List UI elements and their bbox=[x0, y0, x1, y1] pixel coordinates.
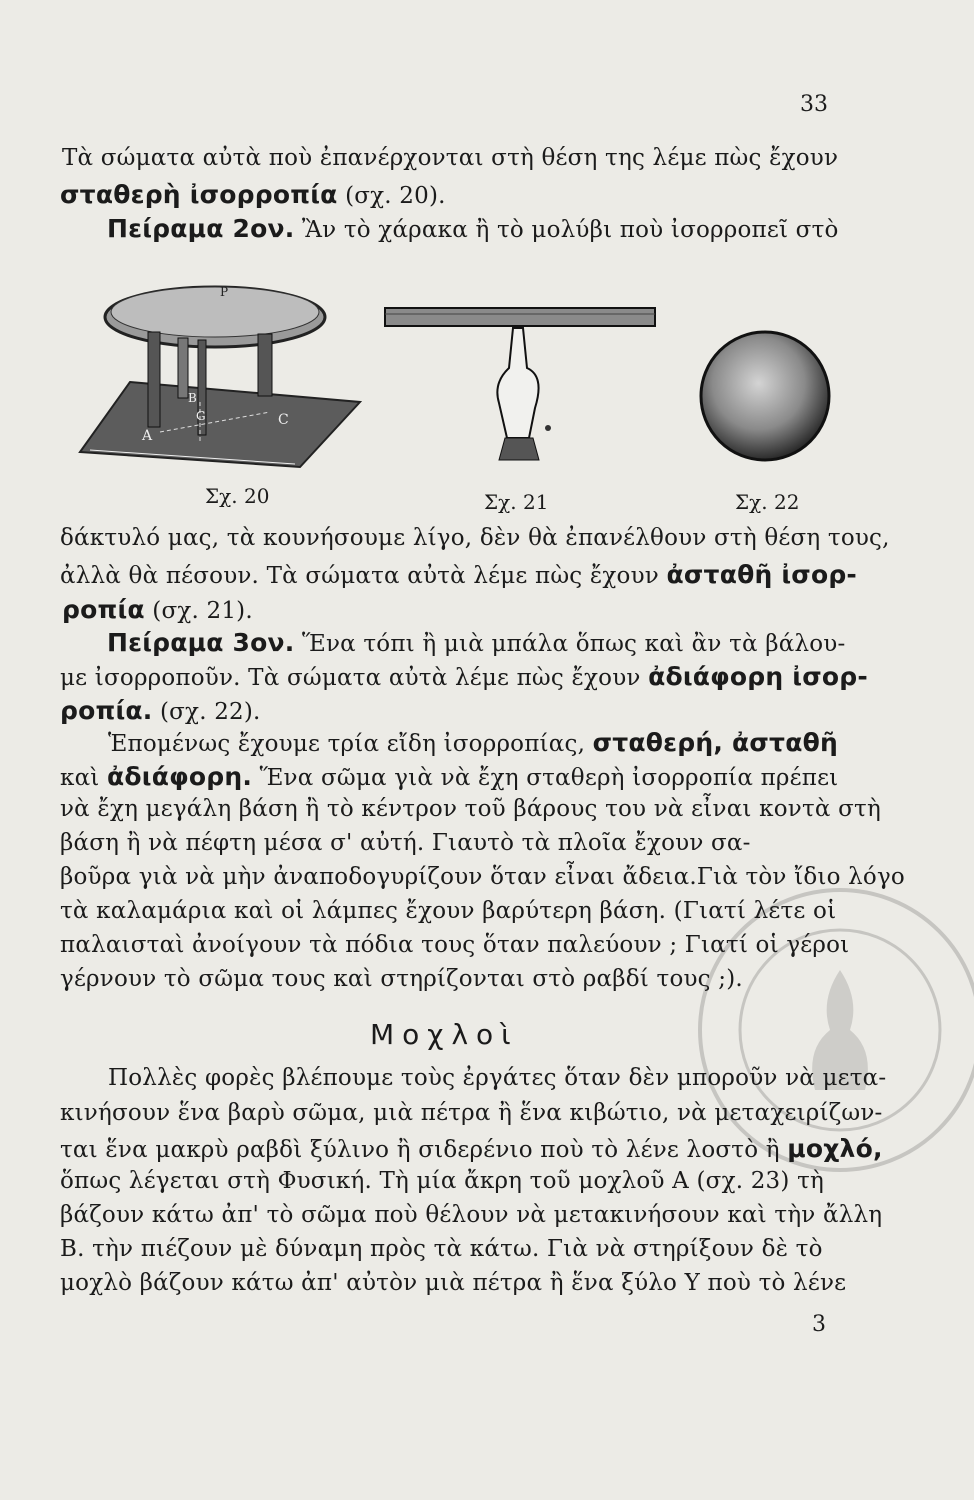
figure-20-caption: Σχ. 20 bbox=[205, 484, 270, 508]
para3-line5: βοῦρα γιὰ νὰ μὴν ἀναποδογυρίζουν ὅταν εἶναι ἄδεια.Γιὰ τὸν ἴδιο λόγο bbox=[60, 864, 905, 890]
para2-line1: δάκτυλό μας, τὰ κουνήσουμε λίγο, δὲν θὰ ἐπανέλθουν στὴ θέση τους, bbox=[60, 525, 890, 551]
para2-line3-rest: (σχ. 21). bbox=[152, 598, 253, 624]
page-number: 33 bbox=[800, 92, 828, 117]
para3-line3: νὰ ἔχη μεγάλη βάση ἢ τὸ κέντρον τοῦ βάρους του νὰ εἶναι κοντὰ στὴ bbox=[60, 796, 881, 822]
term-unstable-equilibrium: ἀσταθῆ ἰσορ- bbox=[666, 560, 858, 589]
fig20-label-b: B bbox=[188, 391, 197, 405]
para4-line7: μοχλὸ βάζουν κάτω ἀπ' αὐτὸν μιὰ πέτρα ἢ ἕνα ξύλο Υ ποὺ τὸ λένε bbox=[60, 1270, 847, 1296]
para3-line2-and: καὶ bbox=[60, 765, 100, 791]
fig20-label-a: A bbox=[142, 428, 153, 444]
experiment3-text: Ἕνα τόπι ἢ μιὰ μπάλα ὅπως καὶ ἂν τὰ βάλου- bbox=[301, 631, 846, 657]
para4-line2: κινήσουν ἕνα βαρὺ σῶμα, μιὰ πέτρα ἢ ἕνα κιβώτιο, νὰ μεταχειρίζων- bbox=[60, 1100, 883, 1126]
experiment2-text: Ἂν τὸ χάρακα ἢ τὸ μολύβι ποὺ ἰσορροπεῖ στὸ bbox=[301, 217, 839, 243]
para3-line4: βάση ἢ νὰ πέφτη μέσα σ' αὐτή. Γιαυτὸ τὰ πλοῖα ἔχουν σα- bbox=[60, 830, 751, 856]
term-neutral-equilibrium: ἀδιάφορη ἰσορ- bbox=[648, 662, 868, 691]
figure-21-caption: Σχ. 21 bbox=[484, 490, 549, 514]
para4-line5: βάζουν κάτω ἀπ' τὸ σῶμα ποὺ θέλουν νὰ μετακινήσουν καὶ τὴν ἄλλη bbox=[60, 1202, 883, 1228]
para3-line7: παλαισταὶ ἀνοίγουν τὰ πόδια τους ὅταν παλεύουν ; Γιατί οἱ γέροι bbox=[60, 932, 850, 958]
para3-line8: γέρνουν τὸ σῶμα τους καὶ στηρίζονται στὸ ραβδί τους ;). bbox=[60, 966, 743, 992]
term-neutral-equilibrium-cont: ροπία. bbox=[60, 696, 153, 725]
para4-line3-text: ται ἕνα μακρὺ ραβδὶ ξύλινο ἢ σιδερένιο ποὺ τὸ λένε λοστὸ ἢ bbox=[60, 1137, 780, 1163]
signature-mark: 3 bbox=[812, 1312, 826, 1337]
para3-line1-text: Ἑπομένως ἔχουμε τρία εἴδη ἰσορροπίας, bbox=[108, 731, 586, 757]
section-heading: Μοχλοὶ bbox=[370, 1018, 519, 1051]
figure-22-caption: Σχ. 22 bbox=[735, 490, 800, 514]
para2-line3 bbox=[62, 595, 253, 624]
para3-line2-text: Ἕνα σῶμα γιὰ νὰ ἔχη σταθερὴ ἰσορροπία πρέπει bbox=[259, 765, 839, 791]
para4-line4: ὅπως λέγεται στὴ Φυσική. Τὴ μία ἄκρη τοῦ μοχλοῦ Α (σχ. 23) τὴ bbox=[60, 1168, 824, 1194]
experiment3-line1 bbox=[107, 628, 845, 657]
para3-term-neutral: ἀδιάφορη. bbox=[107, 762, 253, 791]
para1-line2-rest: (σχ. 20). bbox=[345, 183, 446, 209]
para4-line6: Β. τὴν πιέζουν μὲ δύναμη πρὸς τὰ κάτω. Γιὰ νὰ στηρίξουν δὲ τὸ bbox=[60, 1236, 823, 1262]
experiment2-line1 bbox=[107, 214, 839, 243]
experiment2-label: Πείραμα 2ον. bbox=[107, 214, 295, 243]
term-stable-equilibrium: σταθερὴ ἰσορροπία bbox=[60, 180, 338, 209]
fig20-label-c: C bbox=[278, 412, 289, 428]
figure-20-table-illustration bbox=[70, 262, 370, 472]
para3-terms: σταθερή, ἀσταθῆ bbox=[592, 728, 838, 757]
term-lever: μοχλό, bbox=[787, 1134, 883, 1163]
para1-line2 bbox=[60, 180, 446, 209]
fig20-label-p: P bbox=[220, 285, 229, 299]
para3-line6: τὰ καλαμάρια καὶ οἱ λάμπες ἔχουν βαρύτερη βάση. (Γιατί λέτε οἱ bbox=[60, 898, 837, 924]
para4-line1: Πολλὲς φορὲς βλέπουμε τοὺς ἐργάτες ὅταν δὲν μποροῦν νὰ μετα- bbox=[108, 1065, 887, 1091]
para3-line1 bbox=[108, 728, 838, 757]
experiment3-line2-text: με ἰσορροποῦν. Τὰ σώματα αὐτὰ λέμε πὼς ἔχουν bbox=[60, 665, 641, 691]
para2-line2-text: ἀλλὰ θὰ πέσουν. Τὰ σώματα αὐτὰ λέμε πὼς ἔχουν bbox=[60, 563, 659, 589]
term-unstable-equilibrium-cont: ροπία bbox=[62, 595, 145, 624]
para3-line2 bbox=[60, 762, 838, 791]
experiment3-line3-rest: (σχ. 22). bbox=[159, 699, 261, 725]
experiment3-label: Πείραμα 3ον. bbox=[107, 628, 295, 657]
para4-line3 bbox=[60, 1134, 883, 1163]
experiment3-line2 bbox=[60, 662, 868, 691]
figure-21-ruler-on-finger bbox=[380, 300, 670, 470]
figure-22-ball bbox=[695, 326, 835, 466]
fig20-label-g: G bbox=[196, 409, 206, 423]
para1-line1: Τὰ σώματα αὐτὰ ποὺ ἐπανέρχονται στὴ θέση της λέμε πὼς ἔχουν bbox=[62, 145, 839, 171]
para2-line2 bbox=[60, 560, 857, 589]
experiment3-line3 bbox=[60, 696, 261, 725]
